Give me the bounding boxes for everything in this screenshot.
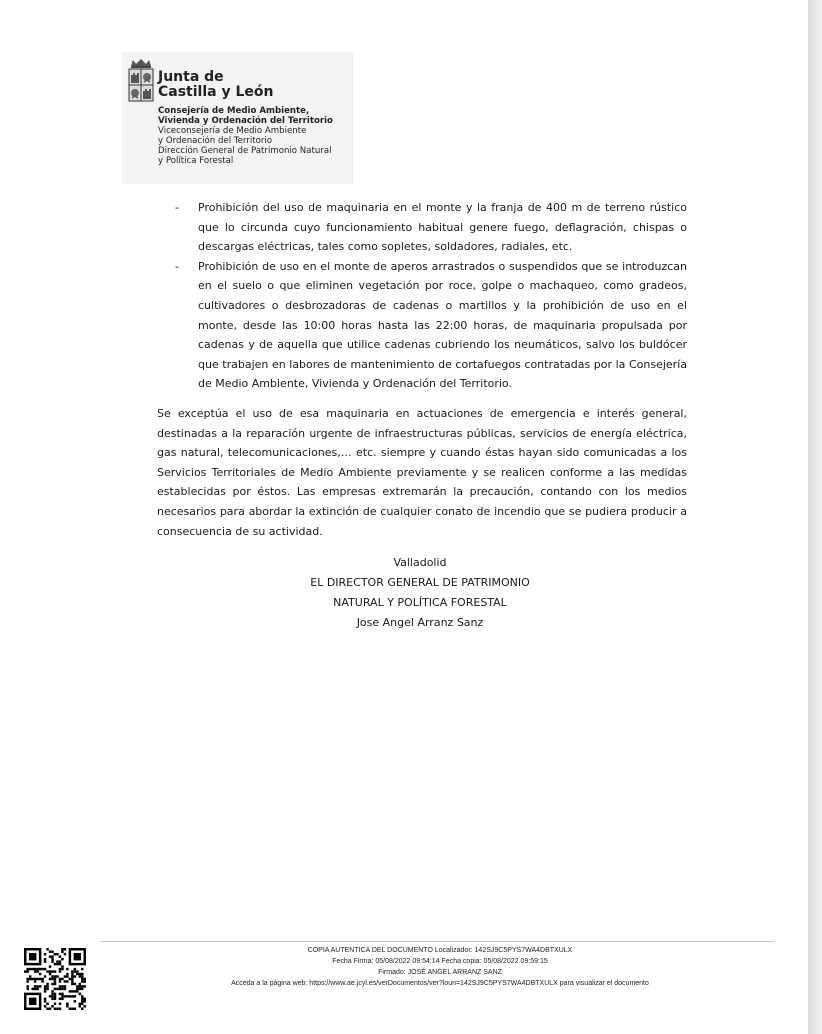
organization-name-line1: Junta de (158, 69, 224, 85)
qr-code-icon (24, 948, 86, 1010)
footer-signed-line: Firmado: JOSÉ ANGEL ARRANZ SANZ (378, 969, 502, 976)
footer-dates-line: Fecha Firma: 05/08/2022 09:54:14 Fecha copia: 05/08/2022 09:59:15 (332, 958, 548, 965)
consejeria-line1: Consejería de Medio Ambiente, (158, 106, 310, 116)
footer-url-line[interactable]: Acceda a la página web: https://www.ae.jcyl.es/verDocumentos/ver?loun=142SJ9C5PYS7WA4DBTXULX para visualizar el documento (231, 980, 649, 987)
signature-place: Valladolid (393, 556, 447, 569)
footer-copy-line: COPIA AUTENTICA DEL DOCUMENTO Localizador: 142SJ9C5PYS7WA4DBTXULX (307, 947, 573, 954)
footer-divider (100, 941, 774, 942)
bullet-dash: - (175, 259, 179, 273)
exception-paragraph: Se exceptúa el uso de esa maquinaria en actuaciones de emergencia e interés general, destinadas a la reparación urgente de infraestructuras públicas, servicios de energía eléctrica, gas natural, telecomunicaciones,… etc. siempre y cuando éstas hayan sido comunicadas a los Servicios Territoriales de Medio Ambiente previamente y se realicen conforme a las medidas establecidas por éstos. Las empresas extremarán la precaución, contando con los medios necesarios para abordar la extinción de cualquier conato de incendio que se pudiera producir a consecuencia de su actividad. (157, 407, 687, 538)
list-item (157, 198, 687, 257)
page-edge (808, 0, 822, 1034)
list-item (157, 257, 687, 394)
list-item-text: Prohibición de uso en el monte de aperos arrastrados o suspendidos que se introduzcan en el suelo o que eliminen vegetación por roce, golpe o machaqueo, como gradeos, cultivadores o desbrozadoras de cadenas o martillos y la prohibición de uso en el monte, desde las 10:00 horas hasta las 22:00 horas, de maquinaria propulsada por cadenas y de aquella que utilice cadenas cubriendo los neumáticos, salvo los buldócer que trabajen en labores de mantenimiento de cortafuegos contratadas por la Consejería de Medio Ambiente, Vivienda y Ordenación del Territorio. (198, 259, 687, 391)
department-block (158, 106, 350, 166)
signature-title-line1: EL DIRECTOR GENERAL DE PATRIMONIO (310, 576, 530, 589)
organization-name (158, 70, 273, 100)
viceconsejeria-line2: y Ordenación del Territorio (158, 136, 273, 146)
coat-of-arms-icon (128, 58, 154, 104)
viceconsejeria-line1: Viceconsejería de Medio Ambiente (158, 126, 307, 136)
letterhead (122, 52, 354, 184)
signature-block (230, 553, 610, 633)
direccion-general-line1: Dirección General de Patrimonio Natural (158, 146, 332, 156)
bullet-dash: - (175, 201, 179, 214)
direccion-general-line2: y Política Forestal (158, 156, 234, 166)
signature-title-line2: NATURAL Y POLÍTICA FORESTAL (333, 596, 507, 609)
verification-footer (110, 945, 770, 989)
consejeria-line2: Vivienda y Ordenación del Territorio (158, 116, 333, 126)
list-item-text: Prohibición del uso de maquinaria en el monte y la franja de 400 m de terreno rústico que lo circunda cuyo funcionamiento habitual genere fuego, deflagración, chispas o descargas eléctricas, tales como sopletes, soldadores, radiales, etc. (198, 201, 687, 254)
signer-name: Jose Angel Arranz Sanz (356, 616, 484, 629)
prohibitions-list (157, 198, 687, 394)
organization-name-line2: Castilla y León (158, 84, 274, 100)
